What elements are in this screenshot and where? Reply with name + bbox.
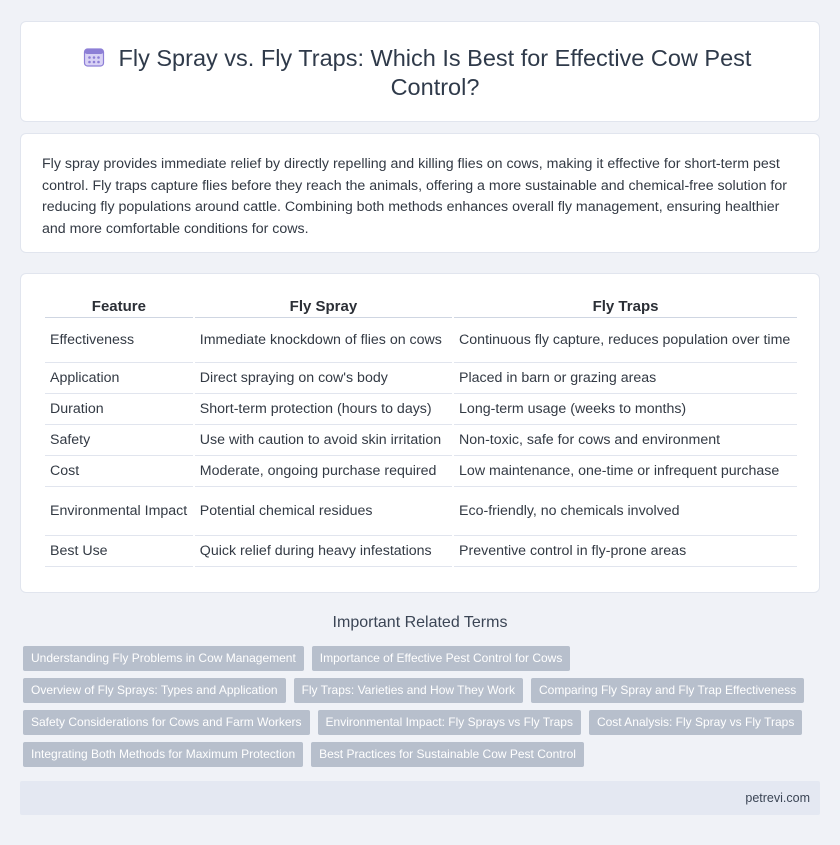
related-terms-heading: Important Related Terms <box>332 614 508 631</box>
cell-feature: Environmental Impact <box>45 487 193 536</box>
cell-fly-spray: Use with caution to avoid skin irritation <box>195 425 452 456</box>
related-term-tag[interactable]: Environmental Impact: Fly Sprays vs Fly Traps <box>318 710 581 735</box>
cell-fly-traps: Long-term usage (weeks to months) <box>454 394 797 425</box>
footer-site-link[interactable]: petrevi.com <box>745 791 810 805</box>
cell-fly-spray: Immediate knockdown of flies on cows <box>195 318 452 363</box>
cell-feature: Application <box>45 363 193 394</box>
related-term-tag[interactable]: Fly Traps: Varieties and How They Work <box>294 678 523 703</box>
cell-feature: Duration <box>45 394 193 425</box>
cell-fly-traps: Continuous fly capture, reduces population over time <box>454 318 797 363</box>
cell-fly-spray: Potential chemical residues <box>195 487 452 536</box>
comparison-table <box>43 296 799 567</box>
related-term-tag[interactable]: Understanding Fly Problems in Cow Management <box>23 646 304 671</box>
table-row <box>45 456 797 487</box>
page-title: Fly Spray vs. Fly Traps: Which Is Best for Effective Cow Pest Control? <box>118 45 752 100</box>
cell-fly-spray: Direct spraying on cow's body <box>195 363 452 394</box>
cell-fly-spray: Moderate, ongoing purchase required <box>195 456 452 487</box>
summary-text: Fly spray provides immediate relief by directly repelling and killing flies on cows, making it effective for short-term pest control. Fly traps capture flies before they reach the animals, offering a more sustainable and chemical-free solution for reducing fly populations around cattle. Combining both methods enhances overall fly management, ensuring healthier and more comfortable conditions for cows. <box>42 156 787 237</box>
related-term-tag[interactable]: Comparing Fly Spray and Fly Trap Effectiveness <box>531 678 804 703</box>
table-row <box>45 536 797 567</box>
related-terms-list <box>23 646 823 774</box>
related-term-tag[interactable]: Importance of Effective Pest Control for Cows <box>312 646 571 671</box>
header-fly-traps: Fly Traps <box>454 296 797 318</box>
footer-bar <box>20 781 820 815</box>
tag-row <box>23 742 823 767</box>
tag-row <box>23 710 823 735</box>
table-row <box>45 318 797 363</box>
cell-fly-traps: Low maintenance, one-time or infrequent purchase <box>454 456 797 487</box>
cell-feature: Safety <box>45 425 193 456</box>
table-row <box>45 394 797 425</box>
tag-row <box>23 646 823 671</box>
cell-fly-traps: Eco-friendly, no chemicals involved <box>454 487 797 536</box>
header-fly-spray: Fly Spray <box>195 296 452 318</box>
table-header-row <box>45 296 797 318</box>
cell-fly-traps: Preventive control in fly-prone areas <box>454 536 797 567</box>
cell-feature: Best Use <box>45 536 193 567</box>
related-term-tag[interactable]: Overview of Fly Sprays: Types and Application <box>23 678 286 703</box>
header-feature: Feature <box>45 296 193 318</box>
tag-row <box>23 678 823 703</box>
cell-fly-spray: Short-term protection (hours to days) <box>195 394 452 425</box>
cell-fly-spray: Quick relief during heavy infestations <box>195 536 452 567</box>
table-row <box>45 425 797 456</box>
comparison-card <box>20 273 820 593</box>
cell-feature: Effectiveness <box>45 318 193 363</box>
table-row <box>45 363 797 394</box>
cell-feature: Cost <box>45 456 193 487</box>
cell-fly-traps: Placed in barn or grazing areas <box>454 363 797 394</box>
related-term-tag[interactable]: Best Practices for Sustainable Cow Pest Control <box>311 742 584 767</box>
related-term-tag[interactable]: Integrating Both Methods for Maximum Protection <box>23 742 303 767</box>
cell-fly-traps: Non-toxic, safe for cows and environment <box>454 425 797 456</box>
related-term-tag[interactable]: Safety Considerations for Cows and Farm Workers <box>23 710 310 735</box>
title-card <box>20 21 820 122</box>
table-row <box>45 487 797 536</box>
related-term-tag[interactable]: Cost Analysis: Fly Spray vs Fly Traps <box>589 710 802 735</box>
summary-card <box>20 133 820 253</box>
